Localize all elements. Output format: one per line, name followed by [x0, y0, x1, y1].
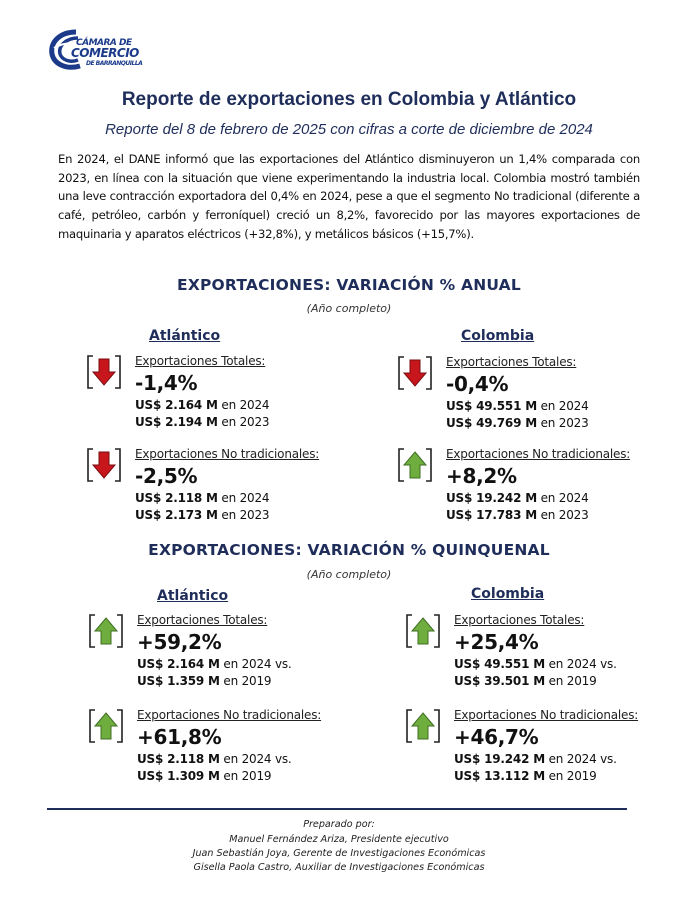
metric-label: Exportaciones No tradicionales: — [446, 447, 631, 461]
five-year-section-subtitle: (Año completo) — [306, 568, 392, 581]
annual-atlantico-total — [86, 354, 326, 444]
five-year-section-title: EXPORTACIONES: VARIACIÓN % QUINQUENAL — [148, 541, 550, 559]
annual-region-atlantico: Atlántico — [149, 328, 221, 344]
intro-paragraph: En 2024, el DANE informó que las exportaciones del Atlántico disminuyeron un 1,4% comparada con 2023, en línea con la situación que viene experimentando la industria local. Colombia mostró también una leve contracción exportadora del 0,4% en 2024, pese a que el segmento No tradicional (diferente a café, petróleo, carbón y ferroníquel) creció un 8,2%, favorecido por las mayores exportaciones de maquinaria y aparatos eléctricos (+32,8%), y metálicos básicos (+15,7%). — [58, 152, 640, 241]
metric-label: Exportaciones No tradicionales: — [135, 447, 320, 461]
annual-section-subtitle: (Año completo) — [306, 302, 392, 315]
metric-label: Exportaciones Totales: — [446, 355, 577, 369]
annual-section-title: EXPORTACIONES: VARIACIÓN % ANUAL — [177, 276, 521, 294]
value-previous: US$ 49.769 M — [446, 416, 537, 430]
year-current: en 2024 vs. — [544, 657, 617, 671]
metric-percent: -0,4% — [446, 372, 509, 396]
metric-line-previous — [137, 674, 271, 688]
value-current: US$ 19.242 M — [446, 491, 537, 505]
metric-line-previous — [446, 416, 589, 430]
metric-percent: +59,2% — [137, 630, 222, 654]
logo-text-line2: COMERCIO — [71, 46, 139, 60]
year-previous: en 2023 — [536, 416, 589, 430]
metric-percent: +8,2% — [446, 464, 517, 488]
prepared-by-heading: Preparado por: — [303, 819, 375, 830]
chamber-logo — [46, 26, 176, 72]
metric-label: Exportaciones Totales: — [135, 354, 266, 368]
value-previous: US$ 1.309 M — [137, 769, 220, 783]
year-previous: en 2023 — [536, 508, 589, 522]
metric-label: Exportaciones Totales: — [454, 613, 585, 627]
metric-line-current — [454, 752, 617, 766]
metric-line-current — [135, 491, 269, 505]
report-subtitle: Reporte del 8 de febrero de 2025 con cifras a corte de diciembre de 2024 — [105, 121, 593, 138]
five-year-region-colombia: Colombia — [471, 586, 545, 602]
value-previous: US$ 17.783 M — [446, 508, 537, 522]
metric-percent: -2,5% — [135, 464, 198, 488]
metric-percent: +25,4% — [454, 630, 539, 654]
footer-divider — [47, 808, 627, 810]
down-arrow-icon — [86, 354, 122, 390]
five-year-colombia-total — [405, 613, 645, 703]
up-arrow-icon — [88, 613, 124, 649]
metric-percent: +61,8% — [137, 725, 222, 749]
value-previous: US$ 2.194 M — [135, 415, 218, 429]
five-year-atlantico-total — [88, 613, 328, 703]
metric-percent: -1,4% — [135, 371, 198, 395]
report-title: Reporte de exportaciones en Colombia y Atlántico — [121, 89, 577, 110]
value-current: US$ 2.118 M — [135, 491, 218, 505]
year-previous: en 2019 — [219, 674, 272, 688]
year-current: en 2024 vs. — [219, 752, 292, 766]
metric-line-previous — [135, 415, 269, 429]
metric-line-previous — [454, 769, 597, 783]
value-previous: US$ 2.173 M — [135, 508, 218, 522]
year-previous: en 2019 — [544, 769, 597, 783]
logo-text-line3: DE BARRANQUILLA — [86, 60, 143, 67]
five-year-region-atlantico: Atlántico — [157, 588, 229, 604]
year-previous: en 2023 — [217, 508, 270, 522]
up-arrow-icon — [405, 708, 441, 744]
year-current: en 2024 — [536, 399, 589, 413]
year-current: en 2024 vs. — [219, 657, 292, 671]
value-previous: US$ 13.112 M — [454, 769, 545, 783]
logo-text-line1: CÁMARA DE — [76, 38, 132, 48]
year-current: en 2024 vs. — [544, 752, 617, 766]
value-current: US$ 2.118 M — [137, 752, 220, 766]
author-line-2: Juan Sebastián Joya, Gerente de Investigaciones Económicas — [192, 848, 486, 859]
annual-atlantico-nontraditional — [86, 447, 326, 537]
metric-line-current — [454, 657, 617, 671]
annual-colombia-nontraditional — [397, 447, 637, 537]
author-line-1: Manuel Fernández Ariza, Presidente ejecutivo — [229, 834, 449, 845]
value-current: US$ 19.242 M — [454, 752, 545, 766]
metric-line-current — [446, 491, 589, 505]
year-current: en 2024 — [217, 398, 270, 412]
metric-line-current — [135, 398, 269, 412]
metric-line-previous — [137, 769, 271, 783]
metric-label: Exportaciones No tradicionales: — [454, 708, 639, 722]
year-previous: en 2019 — [219, 769, 272, 783]
up-arrow-icon — [88, 708, 124, 744]
value-current: US$ 49.551 M — [454, 657, 545, 671]
metric-line-current — [137, 752, 292, 766]
up-arrow-icon — [405, 613, 441, 649]
annual-region-colombia: Colombia — [461, 328, 535, 344]
five-year-atlantico-nontraditional — [88, 708, 328, 798]
annual-colombia-total — [397, 355, 637, 445]
year-previous: en 2023 — [217, 415, 270, 429]
value-previous: US$ 39.501 M — [454, 674, 545, 688]
metric-label: Exportaciones No tradicionales: — [137, 708, 322, 722]
metric-line-previous — [135, 508, 269, 522]
author-line-3: Gisella Paola Castro, Auxiliar de Investigaciones Económicas — [193, 862, 485, 873]
year-current: en 2024 — [536, 491, 589, 505]
down-arrow-icon — [86, 447, 122, 483]
value-current: US$ 2.164 M — [137, 657, 220, 671]
value-current: US$ 49.551 M — [446, 399, 537, 413]
value-previous: US$ 1.359 M — [137, 674, 220, 688]
value-current: US$ 2.164 M — [135, 398, 218, 412]
metric-line-current — [137, 657, 292, 671]
five-year-colombia-nontraditional — [405, 708, 645, 798]
metric-line-current — [446, 399, 589, 413]
down-arrow-icon — [397, 355, 433, 391]
metric-line-previous — [454, 674, 597, 688]
up-arrow-icon — [397, 447, 433, 483]
metric-line-previous — [446, 508, 589, 522]
metric-label: Exportaciones Totales: — [137, 613, 268, 627]
year-current: en 2024 — [217, 491, 270, 505]
metric-percent: +46,7% — [454, 725, 539, 749]
year-previous: en 2019 — [544, 674, 597, 688]
